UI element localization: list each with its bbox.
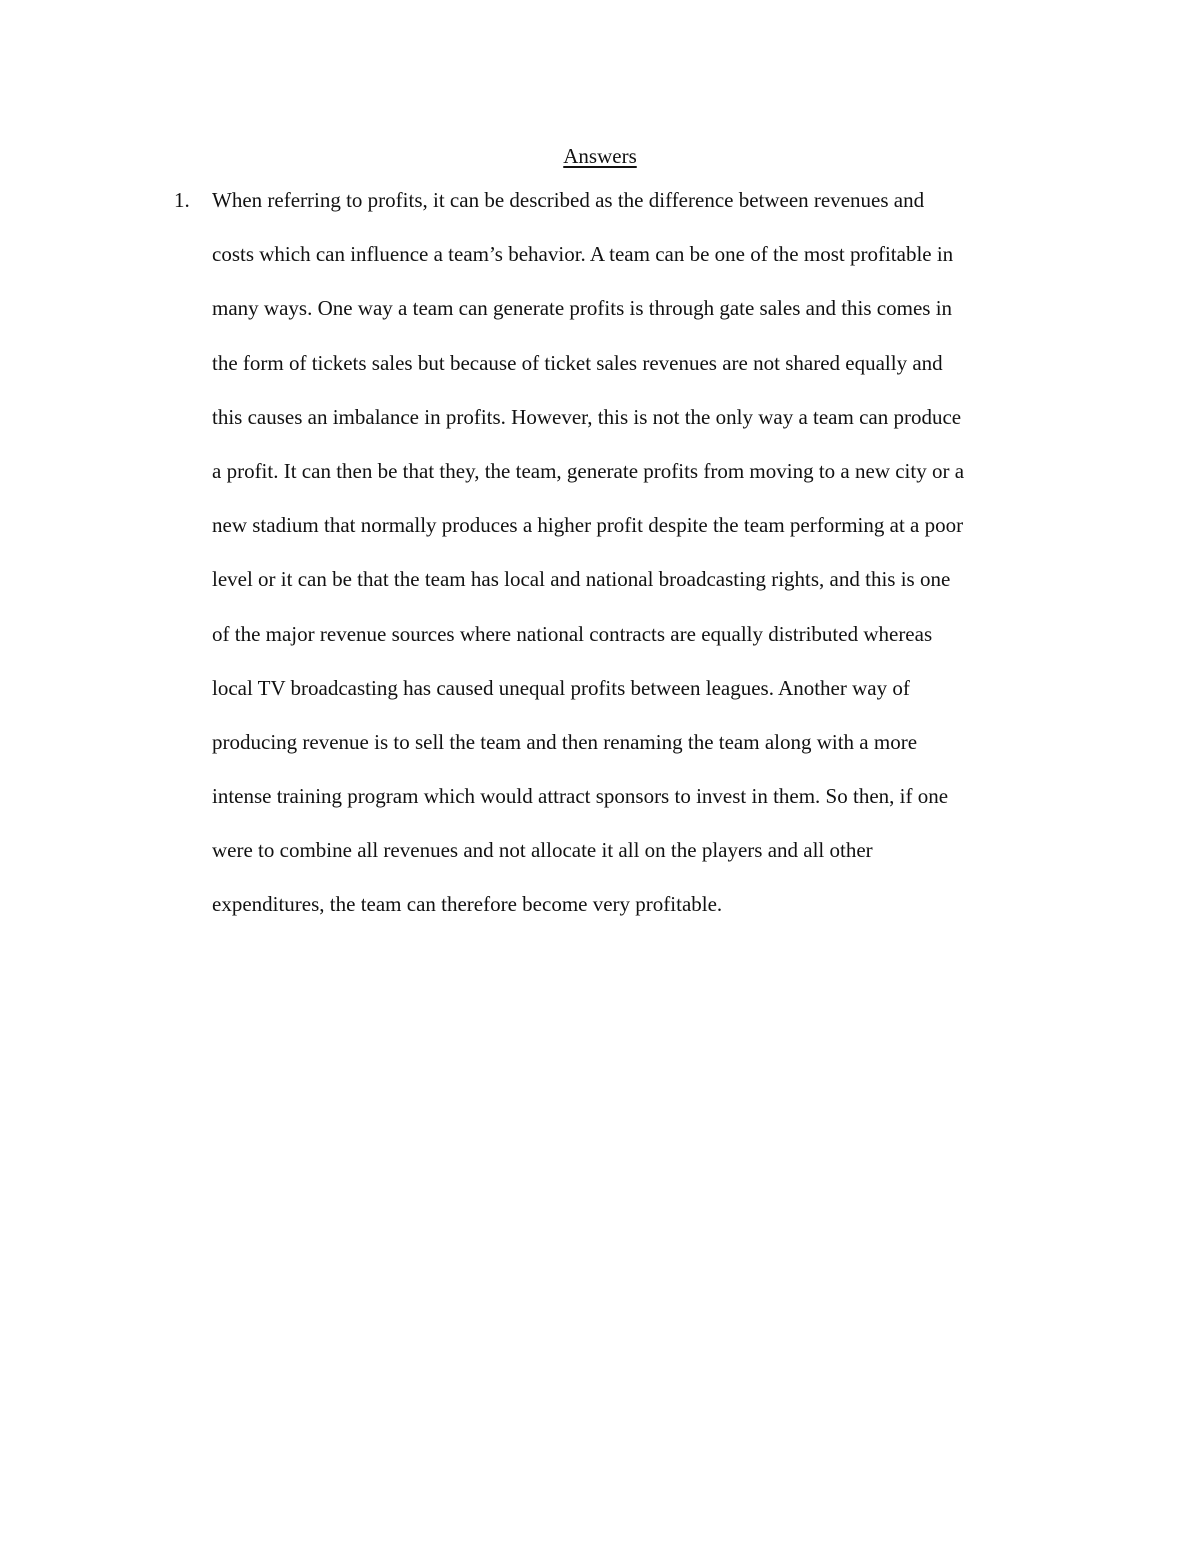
paragraph-line: of the major revenue sources where national contracts are equally distributed whereas <box>212 621 933 646</box>
page-title: Answers <box>563 144 637 168</box>
paragraph-line: expenditures, the team can therefore become very profitable. <box>212 892 723 917</box>
paragraph-line: intense training program which would attract sponsors to invest in them. So then, if one <box>212 784 949 809</box>
paragraph-line: many ways. One way a team can generate profits is through gate sales and this comes in <box>212 296 953 321</box>
paragraph-line: costs which can influence a team’s behavior. A team can be one of the most profitable in <box>212 242 954 267</box>
item-number: 1. <box>174 188 190 212</box>
paragraph-line: this causes an imbalance in profits. However, this is not the only way a team can produce <box>212 404 962 429</box>
paragraph-line: When referring to profits, it can be described as the difference between revenues and <box>212 188 925 212</box>
paragraph-line: the form of tickets sales but because of ticket sales revenues are not shared equally and <box>212 350 943 375</box>
paragraph-line: were to combine all revenues and not allocate it all on the players and all other <box>212 838 873 863</box>
paragraph-line: level or it can be that the team has local and national broadcasting rights, and this is one <box>212 567 951 592</box>
paragraph-line: new stadium that normally produces a higher profit despite the team performing at a poor <box>212 513 964 538</box>
paragraph-line: producing revenue is to sell the team and then renaming the team along with a more <box>212 729 918 754</box>
paragraph-line: local TV broadcasting has caused unequal profits between leagues. Another way of <box>212 675 910 700</box>
answer-paragraph <box>212 186 1072 945</box>
paragraph-line: a profit. It can then be that they, the team, generate profits from moving to a new city or a <box>212 458 965 483</box>
